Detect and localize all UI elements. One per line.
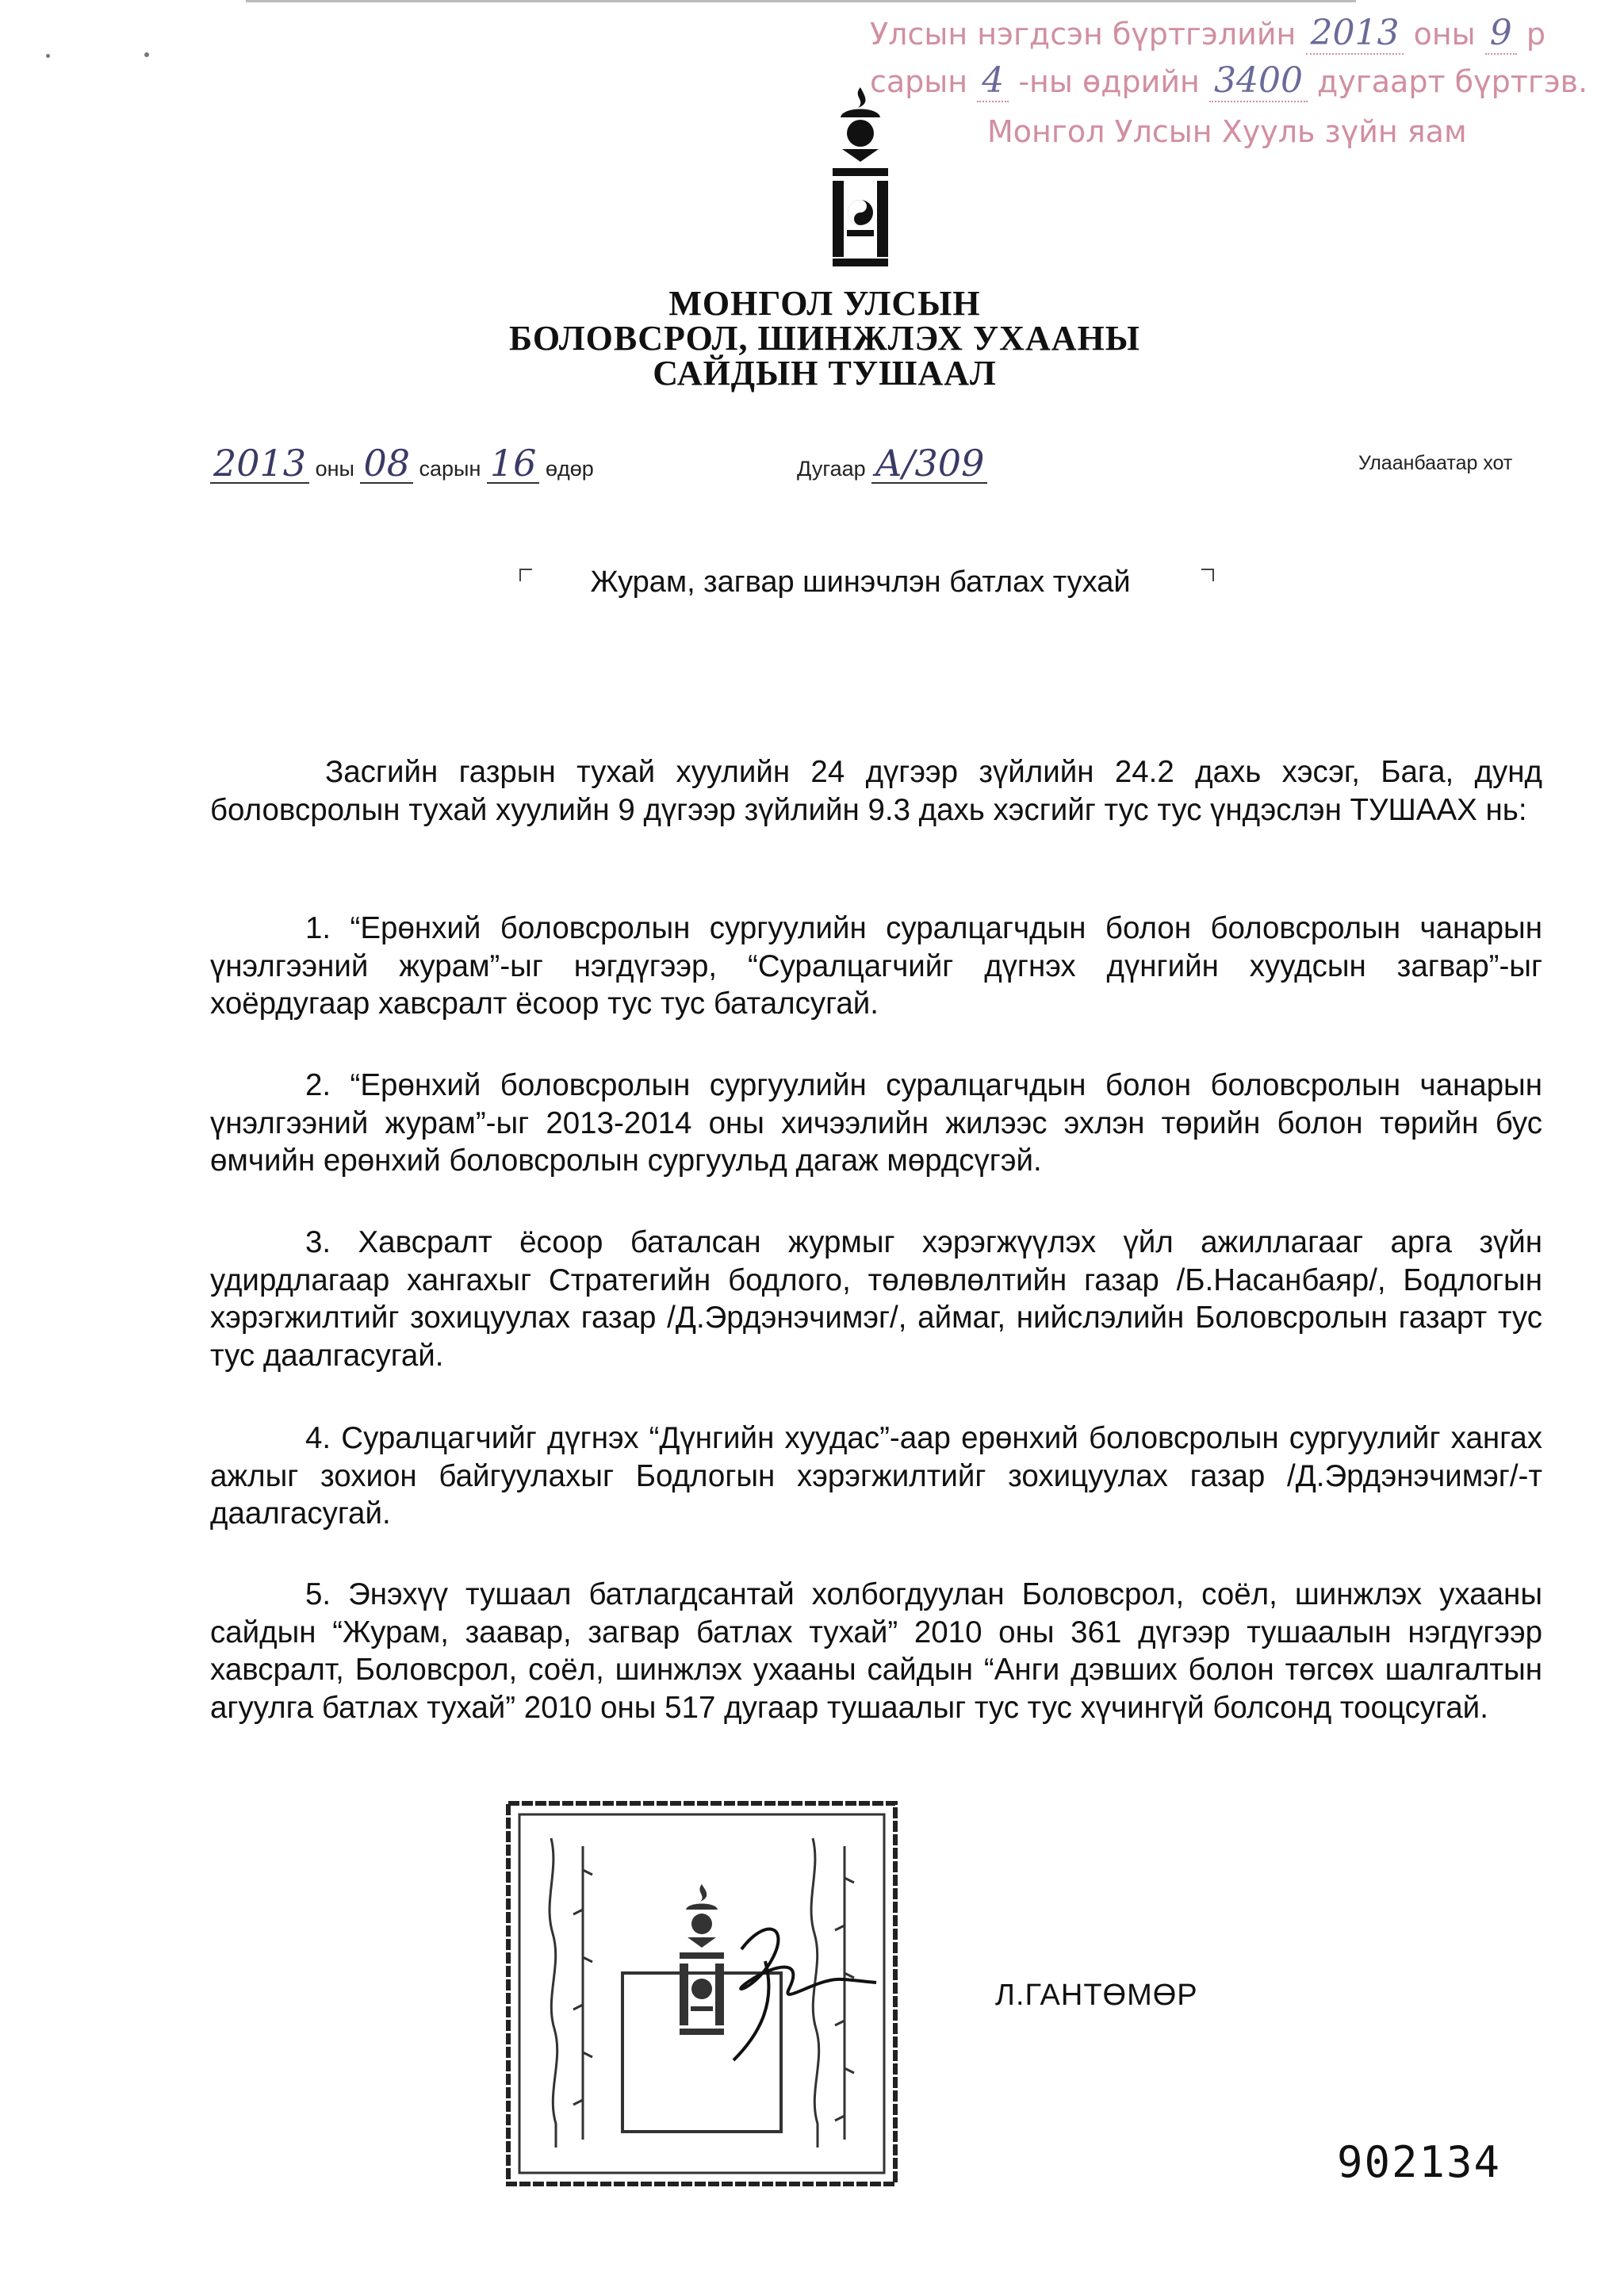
scan-speck: [46, 54, 50, 58]
header-line-3: САЙДЫН ТУШААЛ: [653, 354, 997, 393]
registration-month: 9: [1485, 13, 1517, 55]
header-line-2: БОЛОВСРОЛ, ШИНЖЛЭХ УХААНЫ: [509, 319, 1140, 358]
body-item-3: [210, 1224, 1542, 1374]
signature-icon: [733, 1929, 876, 2060]
registration-line-2: [870, 59, 1588, 104]
registration-line-1: [870, 11, 1545, 56]
registration-line2-mid: -ны өдрийн: [1018, 64, 1200, 99]
registration-line2-suffix: дугаарт бүртгэв.: [1317, 64, 1588, 99]
order-month-label: сарын: [419, 457, 481, 481]
serial-number: 902134: [1337, 2137, 1502, 2187]
registration-line2-prefix: сарын: [870, 64, 968, 99]
registration-ministry: Монгол Улсын Хууль зүйн яам: [987, 114, 1467, 149]
clause-4: 4. Суралцагчийг дүгнэх “Дүнгийн хуудас”-аар ерөнхий боловсролын сургуулийг хангах ажлыг зохион байгуулахыг Бодлогын хэрэгжилтийг зохицуулах газар /Д.Эрдэнэчимэг/-т даалгасугай.: [210, 1421, 1542, 1531]
body-item-5: [210, 1576, 1542, 1726]
order-year-label: оны: [315, 457, 354, 481]
registration-number: 3400: [1209, 60, 1308, 102]
registration-line1-suffix: р: [1526, 17, 1545, 52]
body-intro: [210, 753, 1542, 829]
state-seal-icon: [504, 1799, 900, 2189]
order-date: [210, 444, 594, 484]
scan-speck: [144, 52, 149, 57]
order-city: Улаанбаатар хот: [1358, 452, 1513, 474]
body-item-4: [210, 1420, 1542, 1533]
order-day-label: өдөр: [545, 457, 594, 481]
body-item-1: [210, 910, 1542, 1023]
registration-day: 4: [977, 60, 1009, 102]
intro-paragraph: Засгийн газрын тухай хуулийн 24 дүгээр зүйлийн 24.2 дахь хэсэг, Бага, дунд боловсролын тухай хуулийн 9 дүгээр зүйлийн 9.3 дахь хэсгийг тус тус үндэслэн ТУШААХ нь:: [210, 755, 1542, 827]
registration-line1-prefix: Улсын нэгдсэн бүртгэлийн: [870, 17, 1297, 52]
order-number-value: А/309: [871, 444, 987, 484]
clause-1: 1. “Ерөнхий боловсролын сургуулийн суралцагчдын болон боловсролын чанарын үнэлгээний журам”-ыг нэгдүгээр, “Суралцагчийг дүгнэх дүнгийн хуудсын загвар”-ыг хоёрдугаар хавсралт ёсоор тус тус баталсугай.: [210, 911, 1542, 1021]
scan-top-line: [246, 0, 1356, 2]
header-line-1: МОНГОЛ УЛСЫН: [668, 284, 981, 323]
order-number-label: Дугаар: [797, 457, 866, 481]
order-day: 16: [487, 444, 540, 484]
body-item-2: [210, 1067, 1542, 1180]
soyombo-emblem-icon: [825, 86, 896, 266]
order-year: 2013: [210, 444, 309, 484]
clause-3: 3. Хавсралт ёсоор баталсан журмыг хэрэгжүүлэх үйл ажиллагааг арга зүйн удирдлагаар хангахыг Стратегийн бодлого, төлөвлөлтийн газар /Б.Насанбаяр/, Бодлогын хэрэгжилтийг зохицуулах газар /Д.Эрдэнэчимэг/, аймаг, нийслэлийн Боловсролын газарт тус тус даалгасугай.: [210, 1225, 1542, 1373]
clause-5: 5. Энэхүү тушаал батлагдсантай холбогдуулан Боловсрол, соёл, шинжлэх ухааны сайдын “Журам, заавар, загвар батлах тухай” 2010 оны 361 дүгээр тушаалын нэгдүгээр хавсралт, Боловсрол, соёл, шинжлэх ухааны сайдын “Анги дэвших болон төгсөх шалгалтын агуулга батлах тухай” 2010 оны 517 дугаар тушаалыг тус тус хүчингүй болсонд тооцсугай.: [210, 1577, 1542, 1725]
clause-2: 2. “Ерөнхий боловсролын сургуулийн суралцагчдын болон боловсролын чанарын үнэлгээний журам”-ыг 2013-2014 оны хичээлийн жилээс эхлэн төрийн болон төрийн бус өмчийн ерөнхий боловсролын сургуульд дагаж мөрдсүгэй.: [210, 1068, 1542, 1178]
order-subject: Журам, загвар шинэчлэн батлах тухай: [590, 565, 1131, 599]
order-month: 08: [360, 444, 413, 484]
order-number: [797, 444, 987, 484]
registration-year: 2013: [1306, 13, 1404, 55]
signer-name: Л.ГАНТӨМӨР: [995, 1979, 1198, 2012]
registration-line1-mid: оны: [1413, 17, 1476, 52]
